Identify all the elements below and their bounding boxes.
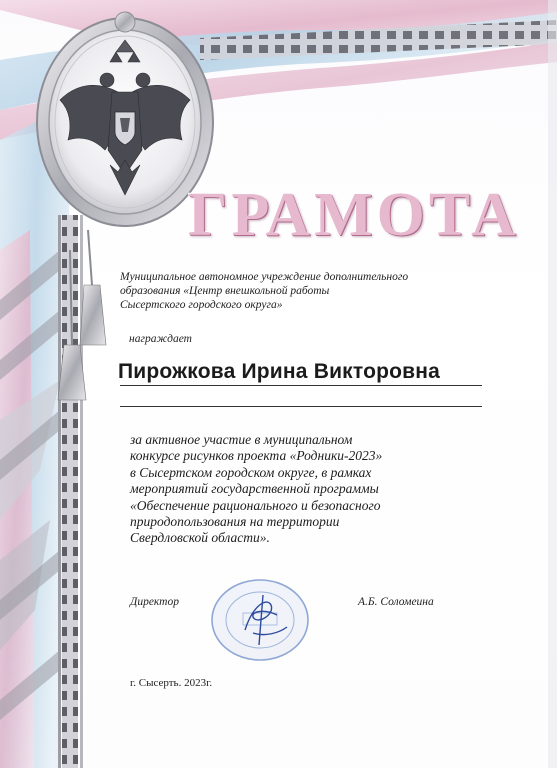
reason-line: за активное участие в муниципальном bbox=[130, 432, 353, 447]
recipient-name: Пирожкова Ирина Викторовна bbox=[118, 360, 441, 383]
org-line: Муниципальное автономное учреждение дополнительного bbox=[120, 271, 409, 283]
awards-label: награждает bbox=[129, 333, 192, 345]
place-date: г. Сысерть. 2023г. bbox=[130, 677, 213, 689]
stamp-seal bbox=[205, 575, 315, 665]
director-label: Директор bbox=[130, 596, 179, 608]
reason-line: в Сысертском городском округе, в рамках bbox=[130, 464, 372, 480]
org-line: Сысертского городского округа» bbox=[120, 299, 283, 311]
second-underline bbox=[120, 406, 482, 407]
org-line: образования «Центр внешкольной работы bbox=[120, 285, 330, 297]
recipient-underline bbox=[120, 385, 482, 386]
reason-line: мероприятий государственной программы bbox=[130, 481, 379, 497]
reason-line: «Обеспечение рационального и безопасного bbox=[130, 497, 381, 513]
organization-name bbox=[120, 270, 480, 312]
director-name: А.Б. Соломеина bbox=[358, 596, 434, 608]
award-reason bbox=[130, 432, 475, 547]
certificate-title: ГРАМОТА bbox=[188, 181, 520, 249]
reason-line: конкурсе рисунков проекта «Родники-2023» bbox=[130, 448, 383, 464]
reason-line: природопользования на территории bbox=[130, 514, 340, 530]
reason-line: Свердловской области». bbox=[130, 530, 270, 546]
